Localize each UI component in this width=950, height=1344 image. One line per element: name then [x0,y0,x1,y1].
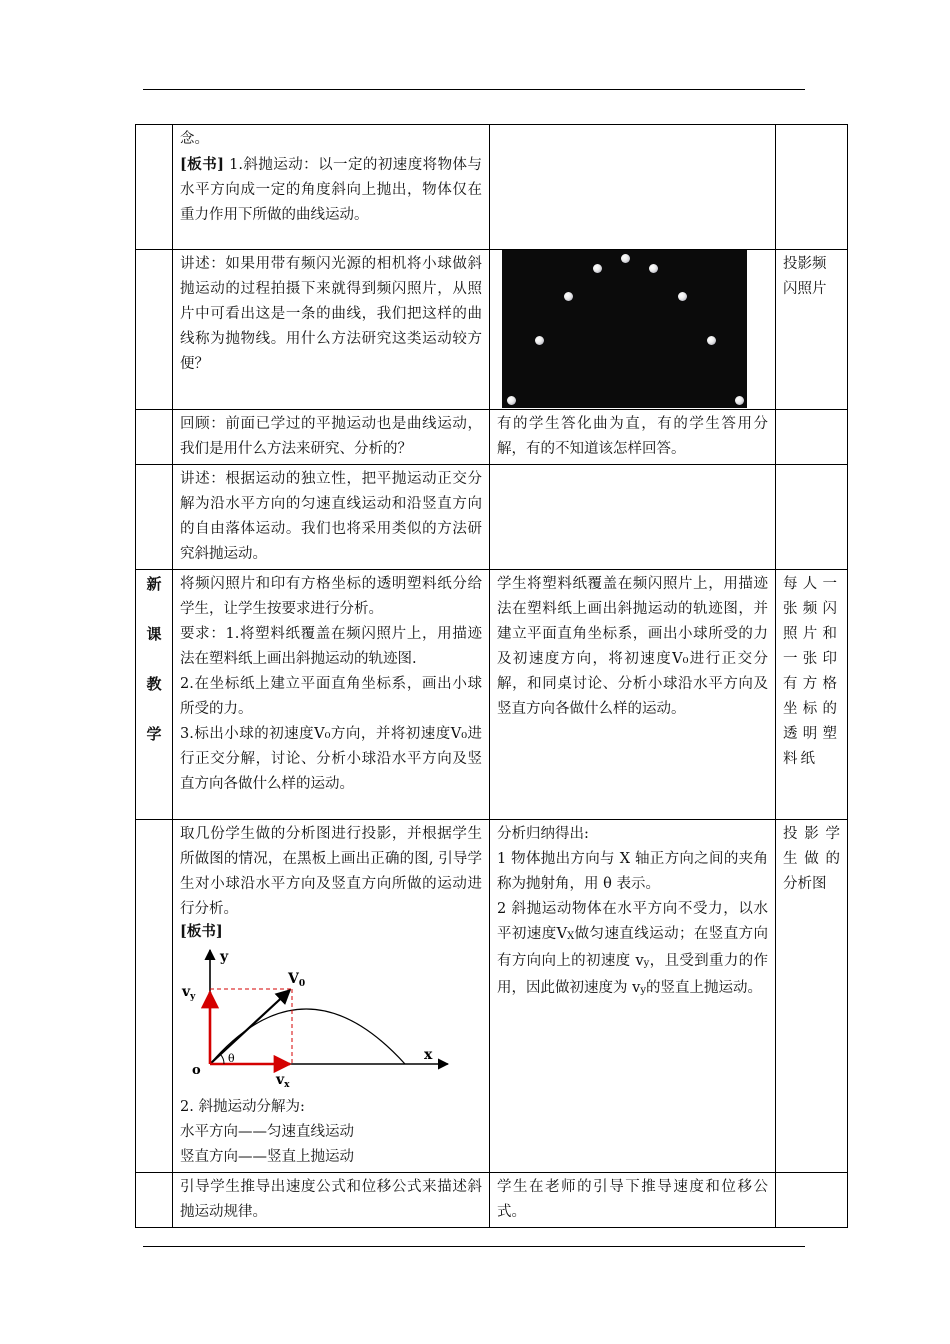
velocity-decomposition-diagram [180,944,460,1089]
student-activity-cell [490,465,776,570]
media-text: 每人一张频闪照片和一张印有方格坐标的透明塑料纸 [783,576,840,767]
student-activity-cell [490,410,776,465]
strobe-photo [502,250,747,408]
section-cell [136,570,173,820]
theta-label: θ [228,1052,235,1065]
section-char: 教 [146,675,162,693]
table-row [136,465,848,570]
ball-image [535,336,544,345]
teacher-activity-cell [173,125,490,250]
teacher-text: 2. 斜抛运动分解为: [180,1099,305,1115]
section-cell [136,1173,173,1228]
student-activity-cell [490,570,776,820]
ball-image [593,264,602,273]
footer-rule [143,1246,805,1247]
teacher-activity-cell [173,410,490,465]
section-cell [136,465,173,570]
media-cell [776,125,848,250]
teacher-activity-cell [173,820,490,1173]
table-row [136,250,848,410]
header-rule [143,89,805,90]
student-text: 分析归纳得出: [497,826,589,842]
teacher-text: 2.在坐标纸上建立平面直角坐标系，画出小球所受的力。 [180,676,482,717]
teacher-text: 讲述：根据运动的独立性，把平抛运动正交分解为沿水平方向的匀速直线运动和沿竖直方向的自由落体运动。我们也将采用类似的方法研究斜抛运动。 [180,471,482,562]
media-cell [776,250,848,410]
section-cell [136,410,173,465]
teacher-text: 竖直方向——竖直上抛运动 [180,1149,354,1165]
teacher-text: 讲述：如果用带有频闪光源的相机将小球做斜抛运动的过程拍摄下来就得到频闪照片，从照片中可看出这是一条的曲线，我们把这样的曲线称为抛物线。用什么方法研究这类运动较方便？ [180,256,482,372]
table-row [136,125,848,250]
media-cell [776,1173,848,1228]
section-char: 学 [146,725,162,743]
media-cell [776,570,848,820]
student-activity-cell [490,1173,776,1228]
board-label: [板书] [180,156,225,173]
ball-image [707,336,716,345]
origin-label: o [192,1063,201,1078]
vy-label: $v_y$ [182,984,196,1002]
table-row [136,1173,848,1228]
student-text: 学生在老师的引导下推导速度和位移公式。 [497,1179,768,1220]
media-cell [776,410,848,465]
section-cell [136,125,173,250]
teacher-text: 取几份学生做的分析图进行投影，并根据学生所做图的情况，在黑板上画出正确的图, 引导学生对小球沿水平方向及竖直方向所做的运动进行分析。 [180,826,482,917]
teacher-text: 1.斜抛运动：以一定的初速度将物体与水平方向成一定的角度斜向上抛出，物体仅在重力作用下所做的曲线运动。 [180,157,482,223]
teacher-text: 水平方向——匀速直线运动 [180,1124,354,1140]
ball-image [564,292,573,301]
ball-image [678,292,687,301]
media-text: 投影频闪照片 [783,256,827,297]
table-row [136,570,848,820]
student-text: 1 物体抛出方向与 X 轴正方向之间的夹角称为抛射角，用 θ 表示。 [497,851,768,892]
teacher-activity-cell [173,250,490,410]
table-row [136,820,848,1173]
teacher-activity-cell [173,1173,490,1228]
section-char: 课 [146,625,162,643]
student-activity-cell [490,820,776,1173]
v0-label: $V_0$ [288,971,306,989]
student-activity-cell [490,125,776,250]
teacher-text: 要求：1.将塑料纸覆盖在频闪照片上，用描迹法在塑料纸上画出斜抛运动的轨迹图. [180,626,482,667]
teacher-activity-cell [173,465,490,570]
ball-image [735,396,744,405]
v0-vector [210,990,290,1064]
student-text: 学生将塑料纸覆盖在频闪照片上，用描迹法在塑料纸上画出斜抛运动的轨迹图，并建立平面直角坐标系，画出小球所受的力及初速度方向，将初速度V₀进行正交分解，和同桌讨论、分析小球沿水平方向及竖直方向各做什么样的运动。 [497,576,768,717]
x-axis-label: x [424,1047,433,1063]
teacher-text: 3.标出小球的初速度V₀方向，并将初速度V₀进行正交分解，讨论、分析小球沿水平方向及竖直方向各做什么样的运动。 [180,726,482,792]
section-char: 新 [146,575,162,593]
media-cell [776,465,848,570]
media-text: 投影学生做的分析图 [783,826,840,892]
student-text: 有的学生答化曲为直，有的学生答用分解，有的不知道该怎样回答。 [497,416,768,457]
section-cell [136,250,173,410]
teacher-text: 念。 [180,131,209,147]
ball-image [621,254,630,263]
table-row [136,410,848,465]
section-cell [136,820,173,1173]
student-text: 2 斜抛运动物体在水平方向不受力，以水平初速度VX做匀速直线运动；在竖直方向有方向向上的初速度 vy，且受到重力的作用，因此做初速度为 vy的竖直上抛运动。 [497,901,769,996]
teacher-text: 引导学生推导出速度公式和位移公式来描述斜抛运动规律。 [180,1179,482,1220]
ball-image [507,396,516,405]
teacher-text: 将频闪照片和印有方格坐标的透明塑料纸分给学生，让学生按要求进行分析。 [180,576,482,617]
vx-label: $v_x$ [276,1072,290,1089]
teacher-activity-cell [173,570,490,820]
y-axis-label: y [220,949,229,965]
lesson-plan-table [135,124,848,1228]
ball-image [649,264,658,273]
board-label: [板书] [180,923,223,940]
teacher-text: 回顾：前面已学过的平抛运动也是曲线运动，我们是用什么方法来研究、分析的？ [180,416,482,457]
media-cell [776,820,848,1173]
student-activity-cell [490,250,776,410]
